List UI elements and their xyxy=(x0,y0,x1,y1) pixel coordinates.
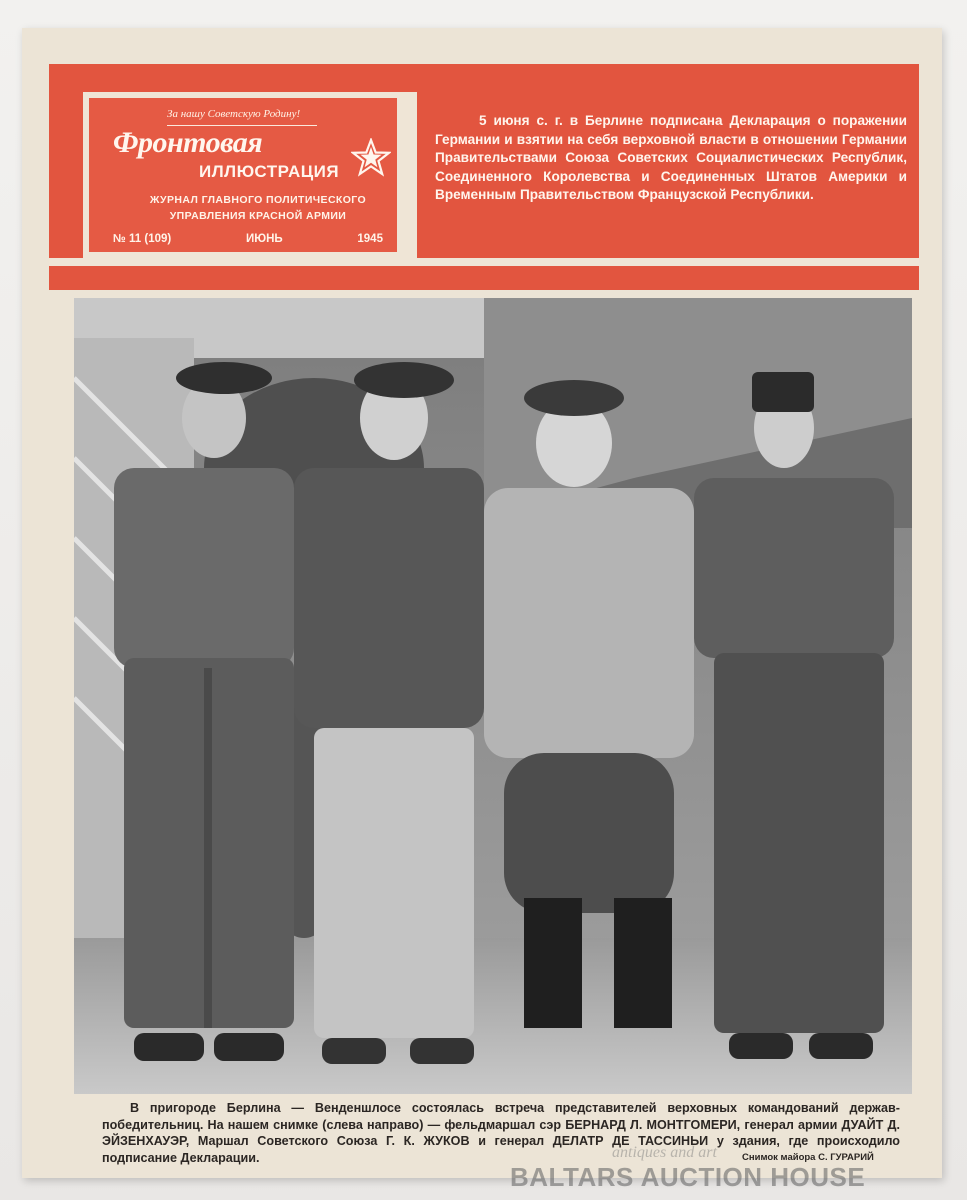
issue-number: № 11 (109) xyxy=(113,233,172,245)
masthead-title-script: Фронтовая xyxy=(113,126,263,159)
issue-info xyxy=(113,233,383,245)
cover-photo-drawing xyxy=(74,298,912,1094)
masthead xyxy=(83,92,403,258)
masthead-subtitle: ЖУРНАЛ ГЛАВНОГО ПОЛИТИЧЕСКОГО УПРАВЛЕНИЯ КРАСНОЙ АРМИИ xyxy=(149,194,367,222)
declaration-text: 5 июня с. г. в Берлине подписана Декларация о поражении Германии и взятии на себя верховной власти в отношении Германии Правительствами Союза Советских Социалистических Республик, Соединенного Королевства и Соединенных Штатов Америки и Временным Правительством Французской Республики. xyxy=(435,113,907,203)
photo-credit: Снимок майора С. ГУРАРИЙ xyxy=(742,1152,874,1163)
masthead-motto: За нашу Советскую Родину! xyxy=(167,108,301,120)
masthead-title-caps: ИЛЛЮСТРАЦИЯ xyxy=(199,162,340,181)
magazine-cover xyxy=(22,28,942,1192)
header-divider xyxy=(403,92,417,258)
issue-month: ИЮНЬ xyxy=(245,233,283,245)
watermark-subtitle: antiques and art xyxy=(612,1144,717,1161)
watermark: BALTARS AUCTION HOUSE xyxy=(510,1162,866,1192)
photo-caption: В пригороде Берлина — Венденшлосе состоялась встреча представителей верховных командований держав-победительниц. На нашем снимке (слева направо) — фельдмаршал сэр БЕРНАРД Л. МОНТГОМЕРИ, генерал армии ДУАЙТ Д. ЭЙЗЕНХАУЭР, Маршал Советского Союза Г. К. ЖУКОВ и генерал ДЕЛАТР ДЕ ТАССИНЬИ у здания, где происходило подписание Декларации. xyxy=(102,1101,900,1165)
issue-year: 1945 xyxy=(357,233,383,245)
cover-photo xyxy=(74,298,912,1094)
red-star-icon xyxy=(351,138,391,178)
cover-header xyxy=(49,64,919,290)
header-bottom-strip xyxy=(49,258,919,266)
